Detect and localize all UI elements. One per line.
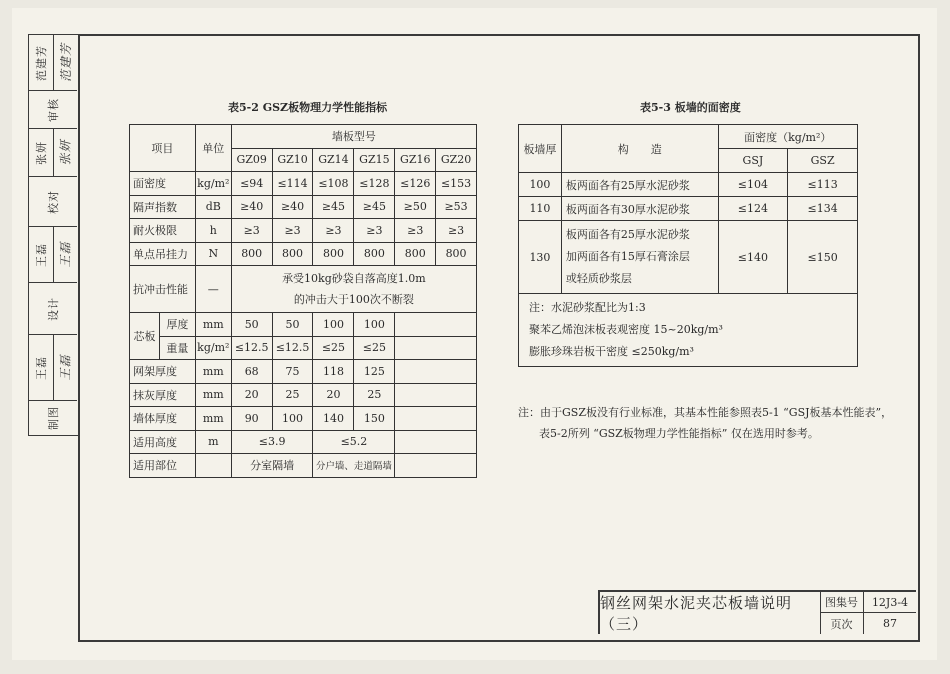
table52 (129, 124, 477, 478)
table-row-impact (130, 266, 477, 313)
cell: 100 (354, 313, 395, 337)
sidebar-row-design-label (29, 283, 77, 335)
remark-line: 表5-2所列 “GSZ板物理力学性能指标” 仅在选用时参考。 (539, 427, 819, 440)
row-label: 隔声指数 (130, 195, 196, 219)
cell: ≥50 (395, 195, 436, 219)
cell: 90 (231, 407, 272, 431)
table-row (130, 242, 477, 266)
row-unit: mm (195, 360, 231, 384)
header-density: 面密度（kg/m²） (718, 125, 857, 149)
row-label: 耐火极限 (130, 219, 196, 243)
cell: 800 (436, 242, 477, 266)
table-row (130, 313, 477, 337)
row-label: 适用高度 (130, 430, 196, 454)
cell: ≥3 (313, 219, 354, 243)
table-row (130, 383, 477, 407)
atlas-value: 12J3-4 (864, 592, 916, 613)
table-row (130, 336, 477, 360)
table53 (518, 124, 858, 367)
drawing-title: 钢丝网架水泥夹芯板墙说明（三） (600, 592, 821, 634)
cell: ≤153 (436, 172, 477, 196)
cell: 20 (231, 383, 272, 407)
signature-sidebar (28, 34, 78, 436)
empty-cell (395, 407, 477, 431)
cell: ≥45 (313, 195, 354, 219)
table-row (130, 454, 477, 478)
header-type: 墙板型号 (231, 125, 476, 149)
cell: ≥3 (272, 219, 313, 243)
model-cell: GZ16 (395, 148, 436, 172)
sidebar-row-review (29, 129, 77, 177)
cell: ≤12.5 (231, 336, 272, 360)
cell: 800 (354, 242, 395, 266)
cell: ≥3 (395, 219, 436, 243)
sidebar-row-check (29, 227, 77, 283)
cell: 118 (313, 360, 354, 384)
empty-cell (395, 383, 477, 407)
model-cell: GZ14 (313, 148, 354, 172)
cell: ≤108 (313, 172, 354, 196)
row-unit: mm (195, 313, 231, 337)
table52-caption: 表5-2 GSZ板物理力学性能指标 (228, 101, 388, 114)
header-unit: 单位 (195, 125, 231, 172)
row-unit: kg/m² (195, 172, 231, 196)
cell: ≤25 (313, 336, 354, 360)
row-label: 抹灰厚度 (130, 383, 196, 407)
header-gsj: GSJ (718, 149, 788, 173)
row-unit: h (195, 219, 231, 243)
cell: ≤25 (354, 336, 395, 360)
sidebar-role: 审核 (47, 97, 60, 122)
table-row (130, 219, 477, 243)
remark (518, 402, 892, 444)
cell-thick: 110 (519, 197, 562, 221)
cell-struct (561, 221, 718, 294)
signature: 王磊 (58, 354, 73, 381)
cell-gsj: ≤140 (718, 221, 788, 294)
sidebar-role: 校对 (47, 189, 60, 214)
cell-gsz: ≤113 (788, 173, 858, 197)
title-block (598, 590, 916, 634)
sidebar-row-design (29, 335, 77, 401)
empty-cell (395, 336, 477, 360)
row-label: 面密度 (130, 172, 196, 196)
cell: 140 (313, 407, 354, 431)
cell: 100 (272, 407, 313, 431)
struct-line: 板两面各有25厚水泥砂浆 (565, 228, 690, 241)
table-row (519, 221, 858, 294)
note-line: 聚苯乙烯泡沫板表观密度 15~20kg/m³ (529, 323, 723, 336)
sidebar-row-edit (29, 35, 77, 91)
cell: ≥3 (436, 219, 477, 243)
cell: 25 (272, 383, 313, 407)
cell: ≤128 (354, 172, 395, 196)
cell-thick: 100 (519, 173, 562, 197)
cell: ≥3 (354, 219, 395, 243)
row-label: 单点吊挂力 (130, 242, 196, 266)
note-line: 注：水泥砂浆配比为1:3 (529, 301, 646, 314)
row-unit: N (195, 242, 231, 266)
table-row (130, 430, 477, 454)
model-cell: GZ09 (231, 148, 272, 172)
table-row (130, 360, 477, 384)
cell: 800 (272, 242, 313, 266)
header-thick: 板墙厚 (519, 125, 562, 173)
model-cell: GZ15 (354, 148, 395, 172)
cell: ≤12.5 (272, 336, 313, 360)
table-row (130, 195, 477, 219)
cell: ≤114 (272, 172, 313, 196)
cell: 50 (231, 313, 272, 337)
impact-line: 的冲击大于100次不断裂 (293, 293, 414, 306)
model-cell: GZ20 (436, 148, 477, 172)
table53-notes (519, 294, 858, 367)
cell: 68 (231, 360, 272, 384)
table-row (519, 197, 858, 221)
cell-thick: 130 (519, 221, 562, 294)
cell-struct: 板两面各有30厚水泥砂浆 (561, 197, 718, 221)
cell: 100 (313, 313, 354, 337)
row-label: 网架厚度 (130, 360, 196, 384)
sidebar-row-check-label (29, 177, 77, 227)
row-unit: — (195, 266, 231, 313)
empty-cell (395, 430, 477, 454)
row-label: 重量 (159, 336, 195, 360)
cell: 800 (231, 242, 272, 266)
cell: ≤5.2 (313, 430, 395, 454)
table-row (519, 173, 858, 197)
cell: ≤3.9 (231, 430, 313, 454)
page-value: 87 (883, 617, 897, 630)
cell: ≥40 (272, 195, 313, 219)
row-label: 墙体厚度 (130, 407, 196, 431)
table-row (130, 172, 477, 196)
table53-caption: 表5-3 板墙的面密度 (640, 101, 741, 114)
cell: 800 (313, 242, 354, 266)
sidebar-name: 张妍 (35, 140, 48, 165)
cell: 分户墙、走道隔墙 (313, 454, 395, 478)
cell: ≥3 (231, 219, 272, 243)
remark-line: 注：由于GSZ板没有行业标准，其基本性能参照表5-1 “GSJ板基本性能表”， (518, 406, 893, 419)
sidebar-name: 王磊 (35, 355, 48, 380)
model-cell: GZ10 (272, 148, 313, 172)
row-label: 适用部位 (130, 454, 196, 478)
cell: ≥45 (354, 195, 395, 219)
page-label: 页次 (820, 613, 864, 634)
sidebar-role: 制图 (47, 406, 60, 430)
sidebar-name: 范建芳 (35, 44, 48, 81)
header-struct: 构 造 (561, 125, 718, 173)
empty-cell (395, 313, 477, 337)
cell: 25 (354, 383, 395, 407)
signature: 范建芳 (58, 42, 73, 83)
row-unit: dB (195, 195, 231, 219)
cell-gsz: ≤134 (788, 197, 858, 221)
row-unit: m (195, 430, 231, 454)
cell: ≥53 (436, 195, 477, 219)
notes-cell (519, 294, 858, 367)
cell: ≤94 (231, 172, 272, 196)
cell: 20 (313, 383, 354, 407)
header-gsz: GSZ (788, 149, 858, 173)
core-label: 芯板 (130, 313, 160, 360)
sidebar-row-review-label (29, 91, 77, 129)
note-line: 膨胀珍珠岩板干密度 ≤250kg/m³ (529, 345, 694, 358)
row-label: 抗冲击性能 (130, 266, 196, 313)
table-row (130, 407, 477, 431)
cell: 75 (272, 360, 313, 384)
cell: ≤126 (395, 172, 436, 196)
cell: 800 (395, 242, 436, 266)
impact-line: 承受10kg砂袋自落高度1.0m (282, 272, 426, 285)
cell-gsz: ≤150 (788, 221, 858, 294)
empty-cell (395, 360, 477, 384)
row-unit: mm (195, 407, 231, 431)
impact-text (231, 266, 476, 313)
cell: 125 (354, 360, 395, 384)
sidebar-role: 设计 (47, 296, 60, 321)
empty-cell (395, 454, 477, 478)
struct-line: 加两面各有15厚石膏涂层 (565, 250, 690, 263)
signature: 王磊 (58, 241, 73, 268)
sidebar-name: 王磊 (35, 242, 48, 267)
atlas-label: 图集号 (820, 592, 864, 613)
signature: 张妍 (58, 139, 73, 166)
cell-struct: 板两面各有25厚水泥砂浆 (561, 173, 718, 197)
cell-gsj: ≤124 (718, 197, 788, 221)
sidebar-row-draft (29, 401, 77, 435)
struct-line: 或轻质砂浆层 (565, 272, 632, 285)
cell: 分室隔墙 (231, 454, 313, 478)
cell-gsj: ≤104 (718, 173, 788, 197)
row-unit: kg/m² (195, 336, 231, 360)
cell: ≥40 (231, 195, 272, 219)
header-item: 项目 (130, 125, 196, 172)
row-label: 厚度 (159, 313, 195, 337)
row-unit (195, 454, 231, 478)
cell: 150 (354, 407, 395, 431)
cell: 50 (272, 313, 313, 337)
row-unit: mm (195, 383, 231, 407)
